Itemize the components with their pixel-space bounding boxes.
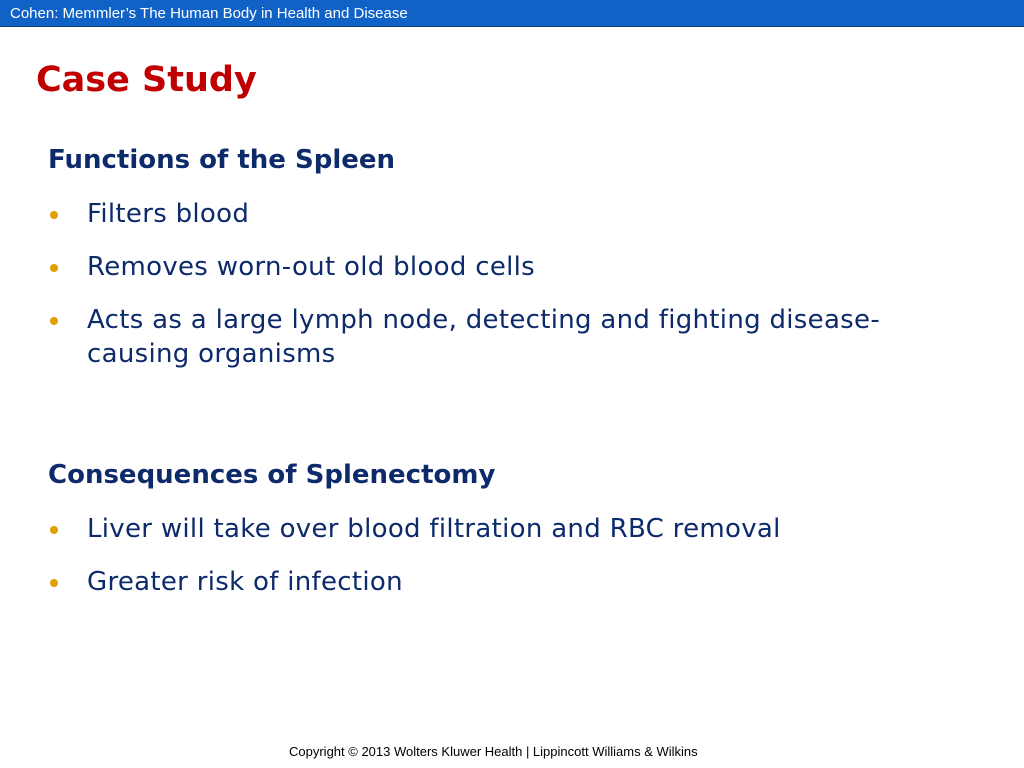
bullet-dot-icon bbox=[50, 526, 58, 534]
bullet-text: Acts as a large lymph node, detecting and fighting disease-causing organisms bbox=[87, 305, 881, 369]
bullet-text: Liver will take over blood filtration and RBC removal bbox=[87, 514, 781, 544]
bullet-item bbox=[48, 512, 948, 546]
consequences-of-splenectomy-section bbox=[48, 457, 948, 599]
functions-of-spleen-section bbox=[48, 142, 948, 371]
bullet-item bbox=[48, 250, 948, 284]
bullet-text: Filters blood bbox=[87, 199, 250, 229]
bullet-dot-icon bbox=[50, 264, 58, 272]
footer-copyright: Copyright © 2013 Wolters Kluwer Health | Lippincott Williams & Wilkins bbox=[289, 744, 698, 759]
header-book-title: Cohen: Memmler’s The Human Body in Health and Disease bbox=[10, 5, 408, 22]
section-heading-consequences: Consequences of Splenectomy bbox=[48, 460, 496, 490]
bullet-text: Greater risk of infection bbox=[87, 567, 403, 597]
functions-bullet-list bbox=[48, 197, 948, 371]
bullet-text: Removes worn-out old blood cells bbox=[87, 252, 536, 282]
bullet-dot-icon bbox=[50, 579, 58, 587]
bullet-item bbox=[48, 303, 948, 371]
slide-title: Case Study bbox=[36, 60, 257, 100]
bullet-item bbox=[48, 565, 948, 599]
header-bar bbox=[0, 0, 1024, 27]
bullet-item bbox=[48, 197, 948, 231]
bullet-dot-icon bbox=[50, 211, 58, 219]
consequences-bullet-list bbox=[48, 512, 948, 599]
bullet-dot-icon bbox=[50, 317, 58, 325]
section-heading-functions: Functions of the Spleen bbox=[48, 145, 396, 175]
